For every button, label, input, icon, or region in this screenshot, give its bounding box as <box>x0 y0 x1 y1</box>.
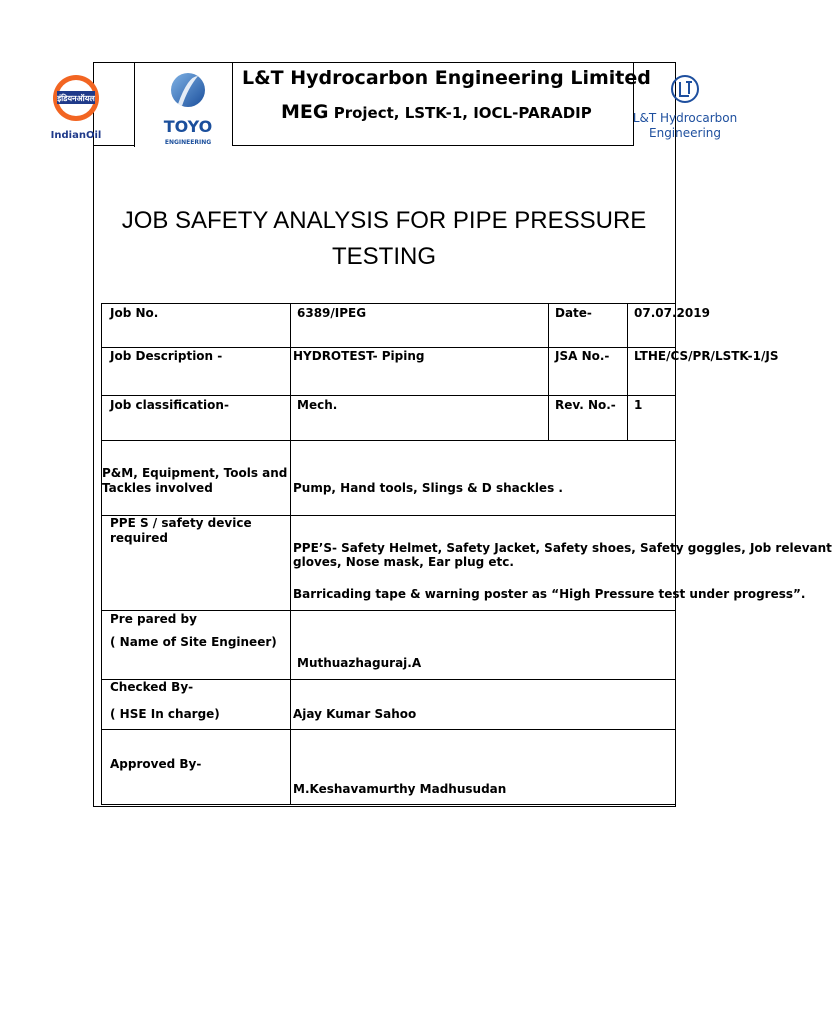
job-no-label: Job No. <box>110 306 159 320</box>
table-col-left <box>101 303 102 805</box>
indianoil-devanagari: इंडियनऑयल <box>57 94 95 103</box>
toyo-logo-icon <box>158 66 218 148</box>
job-classification-label: Job classification- <box>110 398 229 412</box>
table-line-bottom <box>101 804 675 805</box>
header-divider-2 <box>232 62 233 146</box>
document-title-line2: TESTING <box>331 243 436 270</box>
header-left-border <box>93 62 94 807</box>
project-rest: Project, LSTK-1, IOCL-PARADIP <box>328 104 592 122</box>
equipment-label-line2: Tackles involved <box>102 481 213 495</box>
jsa-no-label: JSA No.- <box>555 349 610 363</box>
table-line-row3 <box>101 440 675 441</box>
equipment-label-line1: P&M, Equipment, Tools and <box>102 466 288 480</box>
rev-no-label: Rev. No.- <box>555 398 616 412</box>
table-line-row5 <box>101 610 675 611</box>
ppe-value-line2: gloves, Nose mask, Ear plug etc. <box>293 555 514 569</box>
project-line <box>281 101 592 123</box>
date-label: Date- <box>555 306 592 320</box>
indianoil-name: IndianOil <box>50 130 102 141</box>
ppe-label-line2: required <box>110 531 168 545</box>
checked-by-sub: ( HSE In charge) <box>110 707 220 721</box>
lt-logo <box>632 72 768 148</box>
approved-by-label: Approved By- <box>110 757 202 771</box>
equipment-value: Pump, Hand tools, Slings & D shackles . <box>293 481 563 495</box>
checked-by-label: Checked By- <box>110 680 194 694</box>
lt-name-line2: Engineering <box>649 126 721 140</box>
lt-name-line1: L&T Hydrocarbon <box>632 111 738 125</box>
table-col-divider <box>290 303 291 805</box>
table-col-date-value <box>627 303 628 441</box>
toyo-name: TOYO <box>163 117 213 136</box>
header-bottom-left-border <box>93 145 134 146</box>
prepared-by-value: Muthuazhaguraj.A <box>297 656 422 670</box>
document-title-line1: JOB SAFETY ANALYSIS FOR PIPE PRESSURE <box>121 207 647 234</box>
page-bottom-border <box>93 806 676 807</box>
company-name: L&T Hydrocarbon Engineering Limited <box>242 67 651 89</box>
header-top-border <box>93 62 676 63</box>
rev-no-value: 1 <box>634 398 643 412</box>
indianoil-logo-icon <box>48 72 108 144</box>
jsa-no-value: LTHE/CS/PR/LSTK-1/JS <box>634 349 779 363</box>
indianoil-logo <box>48 72 108 144</box>
project-prefix: MEG <box>281 101 329 123</box>
table-col-date <box>548 303 549 441</box>
table-line-row1 <box>101 347 675 348</box>
table-line-top <box>101 303 675 304</box>
ppe-value-line3: Barricading tape & warning poster as “High Pressure test under progress”. <box>293 587 806 601</box>
prepared-by-sub: ( Name of Site Engineer) <box>110 635 277 649</box>
table-line-row2 <box>101 395 675 396</box>
job-no-value: 6389/IPEG <box>297 306 367 320</box>
toyo-logo <box>158 66 218 148</box>
ppe-value-line1: PPE’S- Safety Helmet, Safety Jacket, Safety shoes, Safety goggles, Job relevant <box>293 541 832 555</box>
prepared-by-label: Pre pared by <box>110 612 197 626</box>
checked-by-value: Ajay Kumar Sahoo <box>293 707 417 721</box>
date-value: 07.07.2019 <box>634 306 710 320</box>
ppe-label-line1: PPE S / safety device <box>110 516 252 530</box>
job-description-value: HYDROTEST- Piping <box>293 349 425 363</box>
approved-by-value: M.Keshavamurthy Madhusudan <box>293 782 507 796</box>
page-right-border <box>675 62 676 807</box>
job-description-label: Job Description - <box>110 349 223 363</box>
header-divider-1 <box>134 62 135 147</box>
lt-logo-icon <box>632 72 768 148</box>
table-line-row7 <box>101 729 675 730</box>
toyo-sub: ENGINEERING <box>164 139 212 146</box>
job-classification-value: Mech. <box>297 398 338 412</box>
header-bottom-border <box>232 145 633 146</box>
